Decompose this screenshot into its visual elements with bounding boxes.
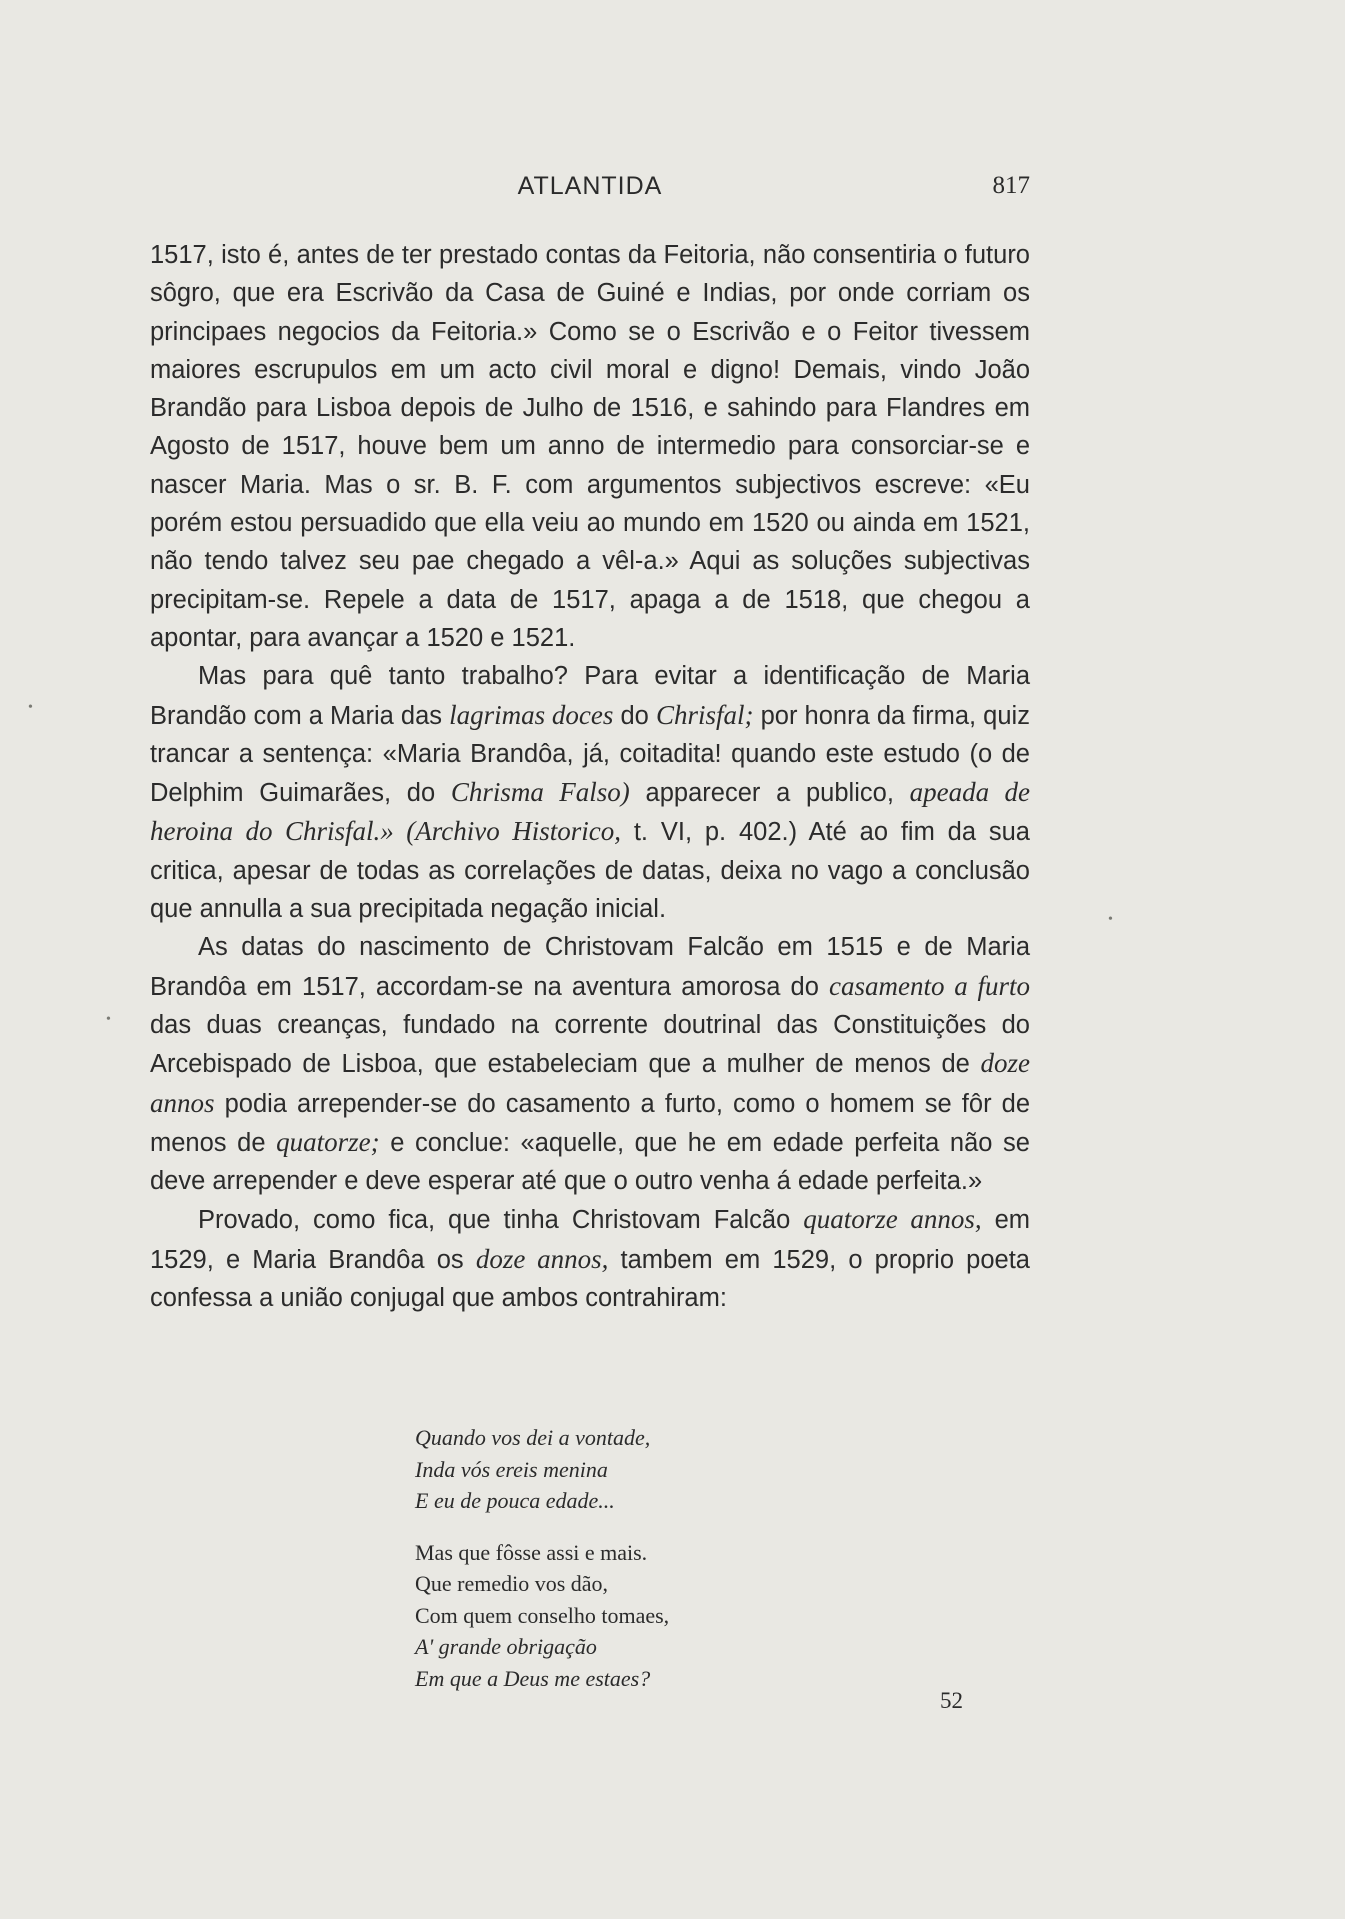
text-run: Provado, como fica, que tinha Christovam Falcão xyxy=(198,1206,804,1235)
italic-text: doze annos xyxy=(150,1048,1030,1118)
italic-text: quatorze annos, xyxy=(803,1204,982,1235)
paragraph xyxy=(150,657,1030,928)
page-number: 817 xyxy=(992,172,1030,199)
print-speck: • xyxy=(28,700,33,715)
text-run: do xyxy=(613,701,656,730)
poem-stanza xyxy=(415,1422,669,1517)
poem-verse: Em que a Deus me estaes? xyxy=(415,1665,651,1691)
poem-verse: Com quem conselho tomaes, xyxy=(415,1602,670,1628)
text-run: e conclue: «aquelle, que he em edade perfeita não se deve arrepender e deve esperar até que o outro venha á edade perfeita.» xyxy=(150,1128,1030,1196)
poem-verse: Que remedio vos dão, xyxy=(415,1571,609,1596)
text-run: As datas do nascimento de Christovam Falcão em 1515 e de Maria Brandôa em 1517, accordam-se na aventura amorosa do xyxy=(150,933,1030,1001)
poem-verse: Mas que fôsse assi e mais. xyxy=(415,1539,648,1565)
italic-text: Chrisfal; xyxy=(655,699,754,730)
printer-signature-mark: 52 xyxy=(940,1688,963,1713)
italic-text: doze annos, xyxy=(475,1243,609,1274)
body-text xyxy=(150,236,1030,1317)
poem-verse: E eu de pouca edade... xyxy=(415,1488,615,1513)
text-run: em 1529, e Maria Brandôa os xyxy=(150,1206,1030,1274)
text-run: 1517, isto é, antes de ter prestado contas da Feitoria, não consentiria o futuro sôgro, que era Escrivão da Casa de Guiné e Indias, por onde corriam os principaes negocios da Feitoria.» Como se o Escrivão e o Feitor tivessem maiores escrupulos em um acto civil moral e digno! Demais, vindo João Brandão para Lisboa depois de Julho de 1516, e sahindo para Flandres em Agosto de 1517, houve bem um anno de intermedio para consorciar-se e nascer Maria. Mas o sr. B. F. com argumentos subjectivos escreve: «Eu porém estou persuadido que ella veiu ao mundo em 1520 ou ainda em 1521, não tendo talvez seu pae chegado a vêl-a.» Aqui as soluções subjectivas precipitam-se. Repele a data de 1517, apaga a de 1518, que chegou a apontar, para avançar a 1520 e 1521. xyxy=(150,241,1030,652)
text-run: podia arrepender-se do casamento a furto, como o homem se fôr de menos de xyxy=(150,1089,1030,1157)
italic-text: lagrimas doces xyxy=(449,699,614,730)
poem-quotation xyxy=(415,1422,669,1714)
italic-text: casamento a furto xyxy=(828,970,1030,1001)
print-speck: • xyxy=(1108,912,1113,927)
text-run: t. VI, p. 402.) Até ao fim da sua critica, apesar de todas as correlações de datas, deixa no vago a conclusão que annulla a sua precipitada negação inicial. xyxy=(150,818,1030,924)
italic-text: quatorze; xyxy=(276,1126,380,1157)
paragraph xyxy=(150,1200,1030,1317)
page-header xyxy=(150,172,1030,206)
italic-text: apeada de heroina do Chrisfal.» (Archivo Historico, xyxy=(150,777,1031,847)
paragraph xyxy=(150,236,1030,657)
text-run: das duas creanças, fundado na corrente doutrinal das Constituições do Arcebispado de Lisboa, que estabeleciam que a mulher de menos de xyxy=(150,1010,1030,1079)
text-run: apparecer a publico, xyxy=(629,779,910,808)
text-run: Mas para quê tanto trabalho? Para evitar a identificação de Maria Brandão com a Maria das xyxy=(150,662,1030,730)
print-speck: • xyxy=(106,1012,111,1027)
poem-stanza xyxy=(415,1537,669,1695)
poem-verse: Quando vos dei a vontade, xyxy=(415,1425,651,1450)
paragraph xyxy=(150,928,1030,1200)
text-run: por honra da firma, quiz trancar a sentença: «Maria Brandôa, já, coitadita! quando este estudo (o de Delphim Guimarães, do xyxy=(150,701,1030,808)
text-run: tambem em 1529, o proprio poeta confessa a união conjugal que ambos contrahiram: xyxy=(150,1245,1030,1313)
italic-text: Chrisma Falso) xyxy=(450,777,630,808)
poem-verse: Inda vós ereis menina xyxy=(415,1456,608,1482)
poem-verse: A' grande obrigação xyxy=(415,1634,597,1659)
running-title: ATLANTIDA xyxy=(517,172,663,200)
